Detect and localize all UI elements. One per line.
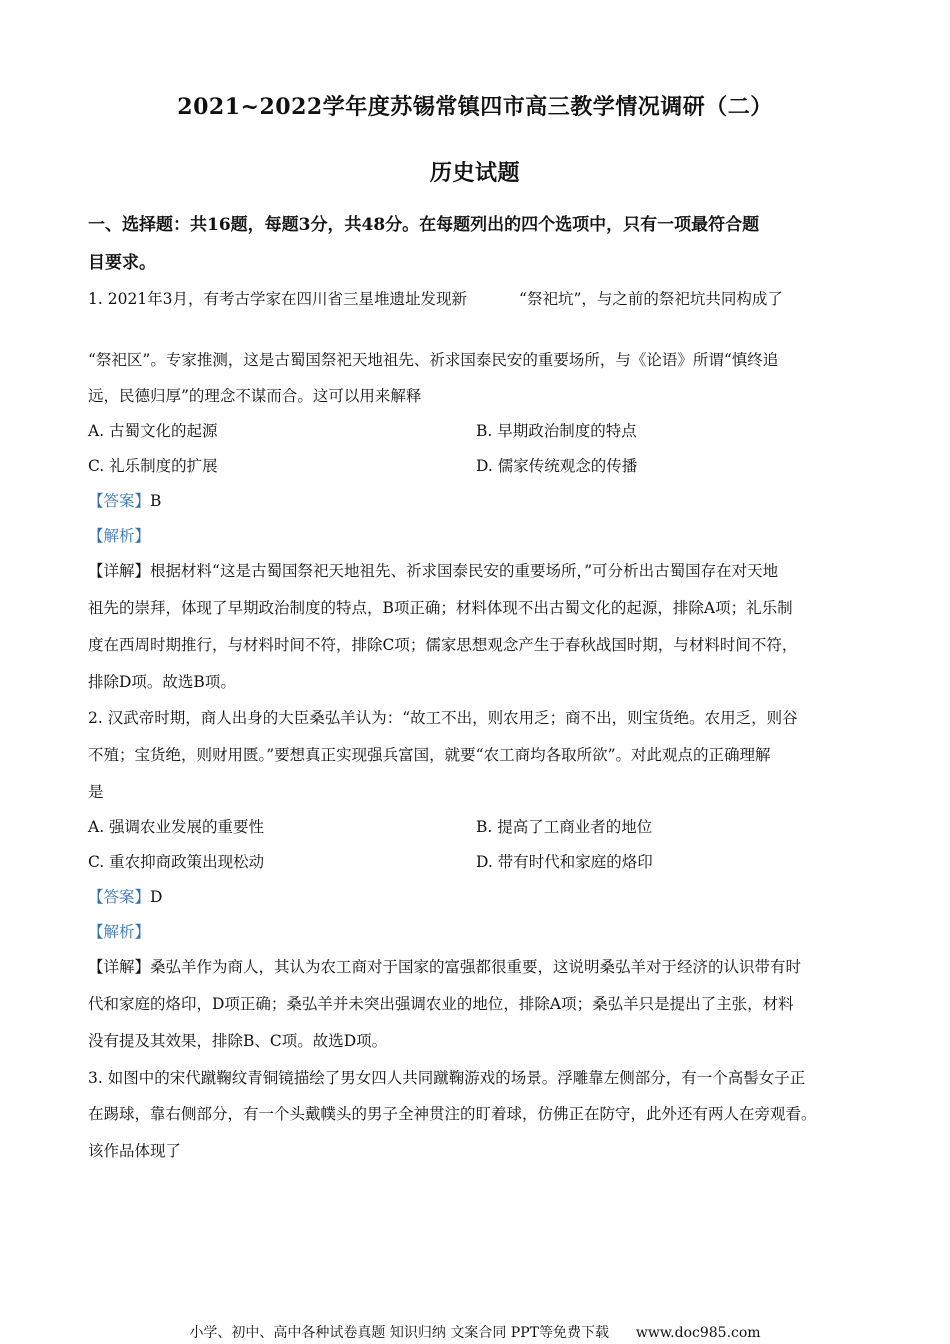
- q2-analysis-tag: 【解析】: [88, 923, 151, 941]
- section-heading-line2: 目要求。: [88, 253, 156, 273]
- q2-detail-line3: 没有提及其效果，排除B、C项。故选D项。: [88, 1032, 388, 1050]
- q1-answer: [88, 489, 161, 511]
- q1-option-d: D. 儒家传统观念的传播: [476, 457, 638, 475]
- q2-option-a: A. 强调农业发展的重要性: [88, 818, 265, 836]
- section-heading-line1: 一、选择题：共16题，每题3分，共48分。在每题列出的四个选项中，只有一项最符合题: [88, 215, 760, 235]
- q2-stem-line2: 不殖；宝货绝，则财用匮。”要想真正实现强兵富国，就要“农工商均各取所欲”。对此观点的正确理解: [88, 746, 771, 764]
- q1-detail-line1: [88, 559, 778, 581]
- q1-detail-line2: 祖先的崇拜，体现了早期政治制度的特点，B项正确；材料体现不出古蜀文化的起源，排除A项；礼乐制: [88, 599, 793, 617]
- q2-option-d: D. 带有时代和家庭的烙印: [476, 853, 653, 871]
- q2-stem-line1: 2. 汉武帝时期，商人出身的大臣桑弘羊认为：“故工不出，则农用乏；商不出，则宝货绝。农用乏，则谷: [88, 709, 798, 727]
- q2-option-b: B. 提高了工商业者的地位: [476, 818, 653, 836]
- q1-option-a: A. 古蜀文化的起源: [88, 422, 218, 440]
- q2-detail-line2: 代和家庭的烙印，D项正确；桑弘羊并未突出强调农业的地位，排除A项；桑弘羊只是提出了主张，材料: [88, 995, 794, 1013]
- page-title: 2021~2022学年度苏锡常镇四市高三教学情况调研（二）: [177, 94, 773, 120]
- q2-answer-value: D: [150, 888, 163, 906]
- q1-detail-line3: 度在西周时期推行，与材料时间不符，排除C项；儒家思想观念产生于春秋战国时期，与材料时间不符，: [88, 636, 798, 654]
- page-footer: [0, 1322, 950, 1342]
- page-subtitle: 历史试题: [429, 160, 520, 186]
- q1-analysis-tag: 【解析】: [88, 527, 151, 545]
- q1-detail-line4: 排除D项。故选B项。: [88, 673, 236, 691]
- q2-option-c: C. 重农抑商政策出现松动: [88, 853, 265, 871]
- q1-stem-part-b: “祭祀坑”，与之前的祭祀坑共同构成了: [519, 290, 783, 308]
- q3-stem-line3: 该作品体现了: [88, 1142, 182, 1160]
- q2-answer-tag: 【答案】: [88, 888, 151, 906]
- q1-stem-line2: “祭祀区”。专家推测，这是古蜀国祭祀天地祖先、祈求国泰民安的重要场所，与《论语》所谓“慎终追: [88, 351, 779, 369]
- q3-stem-line2: 在踢球，靠右侧部分，有一个头戴幞头的男子全神贯注的盯着球，仿佛正在防守，此外还有两人在旁观看。: [88, 1105, 817, 1123]
- footer-site-link[interactable]: www.doc985.com: [635, 1325, 761, 1341]
- q3-stem-line1: 3. 如图中的宋代蹴鞠纹青铜镜描绘了男女四人共同蹴鞠游戏的场景。浮雕靠左侧部分，有一个高髻女子正: [88, 1069, 806, 1087]
- q2-stem-line3: 是: [88, 783, 104, 801]
- q1-detail-text1: 根据材料“这是古蜀国祭祀天地祖先、祈求国泰民安的重要场所，”可分析出古蜀国存在对天地: [150, 562, 779, 580]
- q1-stem-part-a: 1. 2021年3月，有考古学家在四川省三星堆遗址发现新: [88, 290, 468, 308]
- q1-stem-line1: [88, 287, 783, 309]
- q1-option-b: B. 早期政治制度的特点: [476, 422, 637, 440]
- q1-answer-value: B: [150, 492, 162, 510]
- q1-answer-tag: 【答案】: [88, 492, 151, 510]
- q1-detail-tag: 【详解】: [88, 562, 151, 580]
- q2-detail-tag: 【详解】: [88, 958, 151, 976]
- q2-detail-text1: 桑弘羊作为商人，其认为农工商对于国家的富强都很重要，这说明桑弘羊对于经济的认识带有时: [150, 958, 802, 976]
- q1-option-c: C. 礼乐制度的扩展: [88, 457, 218, 475]
- footer-text: 小学、初中、高中各种试卷真题 知识归纳 文案合同 PPT等免费下载: [189, 1325, 609, 1341]
- q1-stem-line3: 远，民德归厚”的理念不谋而合。这可以用来解释: [88, 387, 422, 405]
- q2-answer: [88, 885, 162, 907]
- q2-detail-line1: [88, 955, 801, 977]
